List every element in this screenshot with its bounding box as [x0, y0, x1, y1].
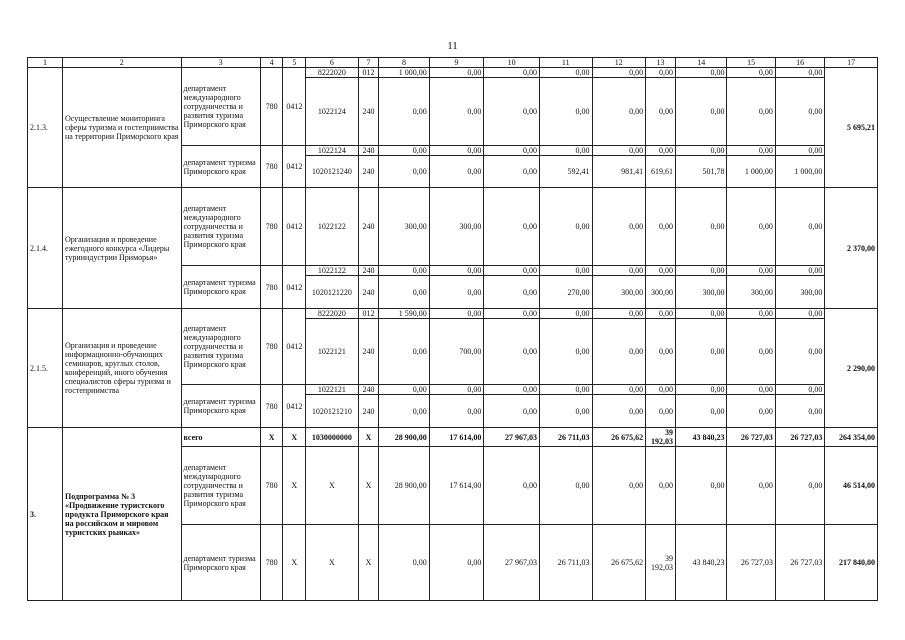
cell: 0,00 — [484, 276, 540, 309]
cell: 0,00 — [646, 78, 676, 146]
cell: 27 967,03 — [484, 525, 540, 601]
cell: Х — [306, 447, 359, 525]
department: департамент международного сотрудничества и развития туризма Приморского края — [181, 188, 260, 266]
cell: 0,00 — [646, 309, 676, 319]
page-number: 11 — [447, 40, 458, 52]
cell: 0,00 — [727, 395, 775, 428]
table-row — [28, 309, 878, 319]
cell: 0,00 — [592, 309, 646, 319]
cell: 28 900,00 — [379, 447, 429, 525]
table-row — [28, 428, 878, 447]
cell: Х — [283, 447, 306, 525]
cell: 26 711,03 — [539, 428, 592, 447]
cell: 0,00 — [429, 156, 484, 188]
cell: 0,00 — [592, 78, 646, 146]
cell: 17 614,00 — [429, 428, 484, 447]
cell: 1020121210 — [306, 395, 359, 428]
cell: 780 — [260, 146, 283, 188]
row-total: 46 514,00 — [825, 447, 878, 525]
cell: 0,00 — [379, 266, 429, 276]
col-header: 2 — [63, 58, 181, 68]
cell: 780 — [260, 266, 283, 309]
cell: 0,00 — [675, 319, 727, 385]
cell: 0,00 — [429, 276, 484, 309]
col-header: 1 — [28, 58, 63, 68]
cell: 0,00 — [484, 266, 540, 276]
cell: 0,00 — [484, 447, 540, 525]
col-header: 9 — [429, 58, 484, 68]
col-header: 5 — [283, 58, 306, 68]
cell: 0,00 — [646, 395, 676, 428]
cell: 0,00 — [429, 309, 484, 319]
cell: 780 — [260, 525, 283, 601]
cell: 28 900,00 — [379, 428, 429, 447]
row-total: 5 695,21 — [825, 68, 878, 188]
col-header: 6 — [306, 58, 359, 68]
cell: 240 — [358, 385, 379, 395]
cell: 1020121220 — [306, 276, 359, 309]
cell: 1 590,00 — [379, 309, 429, 319]
cell: 0,00 — [727, 68, 775, 78]
cell: 1022121 — [306, 385, 359, 395]
row-total: 2 370,00 — [825, 188, 878, 309]
col-header: 15 — [727, 58, 775, 68]
cell: 0,00 — [775, 188, 824, 266]
cell: 0,00 — [592, 447, 646, 525]
cell: 780 — [260, 309, 283, 385]
cell: 0,00 — [379, 156, 429, 188]
cell: 780 — [260, 385, 283, 428]
cell: 1 000,00 — [379, 68, 429, 78]
cell: 0,00 — [539, 319, 592, 385]
col-header: 17 — [825, 58, 878, 68]
cell: 501,78 — [675, 156, 727, 188]
cell: 0,00 — [775, 309, 824, 319]
cell: Х — [358, 428, 379, 447]
cell: 43 840,23 — [675, 525, 727, 601]
cell: 300,00 — [429, 188, 484, 266]
cell: 0,00 — [539, 309, 592, 319]
cell: 1022121 — [306, 319, 359, 385]
cell: 0,00 — [775, 447, 824, 525]
cell: 0,00 — [539, 146, 592, 156]
cell: 0412 — [283, 68, 306, 146]
activity-name: Организация и проведение ежегодного конкурса «Лидеры турииндустрии Приморья» — [63, 188, 181, 309]
cell: 26 727,03 — [727, 428, 775, 447]
cell: 0,00 — [592, 385, 646, 395]
cell: 0,00 — [646, 385, 676, 395]
row-total: 217 840,00 — [825, 525, 878, 601]
cell: 0,00 — [484, 68, 540, 78]
cell: 0,00 — [775, 68, 824, 78]
cell: 43 840,23 — [675, 428, 727, 447]
cell: 592,41 — [539, 156, 592, 188]
cell: 0,00 — [484, 395, 540, 428]
cell: 1 000,00 — [775, 156, 824, 188]
cell: 0,00 — [484, 385, 540, 395]
cell: 0,00 — [775, 395, 824, 428]
cell: 0,00 — [675, 68, 727, 78]
cell: 300,00 — [379, 188, 429, 266]
cell: 0,00 — [646, 188, 676, 266]
cell: 0,00 — [539, 78, 592, 146]
cell: 300,00 — [675, 276, 727, 309]
cell: 0,00 — [592, 266, 646, 276]
cell: 0412 — [283, 146, 306, 188]
cell: 0,00 — [379, 146, 429, 156]
cell: 0,00 — [484, 319, 540, 385]
cell: 26 727,03 — [775, 525, 824, 601]
cell: 240 — [358, 266, 379, 276]
cell: 1022122 — [306, 266, 359, 276]
cell: 0,00 — [775, 319, 824, 385]
cell: 0,00 — [775, 385, 824, 395]
cell: 619,61 — [646, 156, 676, 188]
cell: 0,00 — [727, 188, 775, 266]
row-total: 2 290,00 — [825, 309, 878, 428]
row-number: 2.1.5. — [28, 309, 63, 428]
cell: 0,00 — [646, 266, 676, 276]
cell: 0,00 — [429, 525, 484, 601]
cell: 0,00 — [646, 447, 676, 525]
cell: 0,00 — [539, 188, 592, 266]
department: департамент международного сотрудничества и развития туризма Приморского края — [181, 68, 260, 146]
cell: 0,00 — [675, 266, 727, 276]
cell: Х — [283, 428, 306, 447]
department: департамент туризма Приморского края — [181, 525, 260, 601]
cell: 17 614,00 — [429, 447, 484, 525]
cell: 0,00 — [675, 78, 727, 146]
cell: 0,00 — [484, 309, 540, 319]
cell: 780 — [260, 447, 283, 525]
cell: 700,00 — [429, 319, 484, 385]
cell: 0,00 — [592, 146, 646, 156]
cell: 0,00 — [646, 146, 676, 156]
col-header: 16 — [775, 58, 824, 68]
cell: 1020121240 — [306, 156, 359, 188]
cell: 264 354,00 — [825, 428, 878, 447]
cell: 1 000,00 — [727, 156, 775, 188]
cell: Х — [306, 525, 359, 601]
cell: 0,00 — [775, 78, 824, 146]
cell: 0,00 — [592, 188, 646, 266]
header-row — [28, 58, 878, 68]
cell: 270,00 — [539, 276, 592, 309]
cell: 0,00 — [539, 447, 592, 525]
cell: 0,00 — [429, 78, 484, 146]
cell: 240 — [358, 395, 379, 428]
cell: 8222020 — [306, 309, 359, 319]
cell: 0,00 — [379, 78, 429, 146]
cell: 0,00 — [484, 156, 540, 188]
cell: 240 — [358, 146, 379, 156]
cell: 0,00 — [484, 146, 540, 156]
cell: 0,00 — [646, 68, 676, 78]
table-row — [28, 188, 878, 266]
department: департамент туризма Приморского края — [181, 146, 260, 188]
col-header: 11 — [539, 58, 592, 68]
cell: 1022124 — [306, 78, 359, 146]
cell: 0,00 — [379, 395, 429, 428]
row-number: 2.1.4. — [28, 188, 63, 309]
cell: 1030000000 — [306, 428, 359, 447]
cell: 300,00 — [775, 276, 824, 309]
cell: 0,00 — [727, 447, 775, 525]
cell: 1022122 — [306, 188, 359, 266]
department: департамент международного сотрудничества и развития туризма Приморского края — [181, 309, 260, 385]
cell: 0,00 — [727, 78, 775, 146]
cell: 0,00 — [429, 395, 484, 428]
cell: 240 — [358, 78, 379, 146]
cell: 26 675,62 — [592, 525, 646, 601]
cell: 0,00 — [539, 385, 592, 395]
col-header: 7 — [358, 58, 379, 68]
cell: 300,00 — [592, 276, 646, 309]
cell: 0,00 — [675, 447, 727, 525]
col-header: 4 — [260, 58, 283, 68]
cell: 0,00 — [675, 395, 727, 428]
col-header: 3 — [181, 58, 260, 68]
col-header: 14 — [675, 58, 727, 68]
col-header: 12 — [592, 58, 646, 68]
cell: 780 — [260, 188, 283, 266]
cell: 0,00 — [429, 68, 484, 78]
cell: 0,00 — [592, 395, 646, 428]
cell: 0,00 — [592, 319, 646, 385]
cell: 26 675,62 — [592, 428, 646, 447]
cell: 240 — [358, 156, 379, 188]
cell: 780 — [260, 68, 283, 146]
cell: 0,00 — [646, 319, 676, 385]
cell: 26 711,03 — [539, 525, 592, 601]
cell: 0,00 — [727, 319, 775, 385]
cell: 0,00 — [727, 266, 775, 276]
cell: 0,00 — [727, 146, 775, 156]
cell: 240 — [358, 276, 379, 309]
cell: 0,00 — [429, 146, 484, 156]
cell: 0,00 — [727, 309, 775, 319]
cell: 0412 — [283, 266, 306, 309]
cell: Х — [358, 447, 379, 525]
cell: 0,00 — [539, 266, 592, 276]
cell: 012 — [358, 309, 379, 319]
cell: 0,00 — [379, 276, 429, 309]
cell: 0,00 — [539, 68, 592, 78]
cell: 300,00 — [646, 276, 676, 309]
cell: 0,00 — [775, 146, 824, 156]
cell: 0,00 — [379, 319, 429, 385]
cell: 0412 — [283, 309, 306, 385]
col-header: 13 — [646, 58, 676, 68]
cell: 0,00 — [775, 266, 824, 276]
cell: 0,00 — [484, 188, 540, 266]
cell: 0,00 — [675, 385, 727, 395]
cell: всего — [181, 428, 260, 447]
cell: 0,00 — [379, 385, 429, 395]
cell: Х — [260, 428, 283, 447]
activity-name: Подпрограмма № 3 «Продвижение туристского продукта Приморского края на российском и мировом туристских рынках» — [63, 428, 181, 601]
col-header: 8 — [379, 58, 429, 68]
cell: 0,00 — [675, 188, 727, 266]
cell: 0,00 — [675, 309, 727, 319]
row-number: 2.1.3. — [28, 68, 63, 188]
cell: 012 — [358, 68, 379, 78]
cell: 0412 — [283, 385, 306, 428]
budget-table — [27, 57, 878, 601]
cell: 0,00 — [675, 146, 727, 156]
activity-name: Осуществление мониторинга сферы туризма и гостеприимства на территории Приморского края — [63, 68, 181, 188]
cell: 0,00 — [379, 525, 429, 601]
department: департамент туризма Приморского края — [181, 385, 260, 428]
cell: 0,00 — [484, 78, 540, 146]
cell: 240 — [358, 188, 379, 266]
cell: 26 727,03 — [727, 525, 775, 601]
cell: 300,00 — [727, 276, 775, 309]
cell: 0412 — [283, 188, 306, 266]
cell: 8222020 — [306, 68, 359, 78]
cell: 981,41 — [592, 156, 646, 188]
cell: Х — [283, 525, 306, 601]
cell: 0,00 — [539, 395, 592, 428]
cell: 240 — [358, 319, 379, 385]
department: департамент международного сотрудничества и развития туризма Приморского края — [181, 447, 260, 525]
col-header: 10 — [484, 58, 540, 68]
cell: 0,00 — [727, 385, 775, 395]
row-number: 3. — [28, 428, 63, 601]
cell: 0,00 — [429, 385, 484, 395]
activity-name: Организация и проведение информационно-обучающих семинаров, круглых столов, конференций, иного обучения специалистов сферы туризма и гостеприимства — [63, 309, 181, 428]
table-row — [28, 68, 878, 78]
cell: 27 967,03 — [484, 428, 540, 447]
cell: 26 727,03 — [775, 428, 824, 447]
cell: 0,00 — [429, 266, 484, 276]
cell: 1022124 — [306, 146, 359, 156]
cell: Х — [358, 525, 379, 601]
cell: 39 192,03 — [646, 525, 676, 601]
department: департамент туризма Приморского края — [181, 266, 260, 309]
cell: 39 192,03 — [646, 428, 676, 447]
cell: 0,00 — [592, 68, 646, 78]
